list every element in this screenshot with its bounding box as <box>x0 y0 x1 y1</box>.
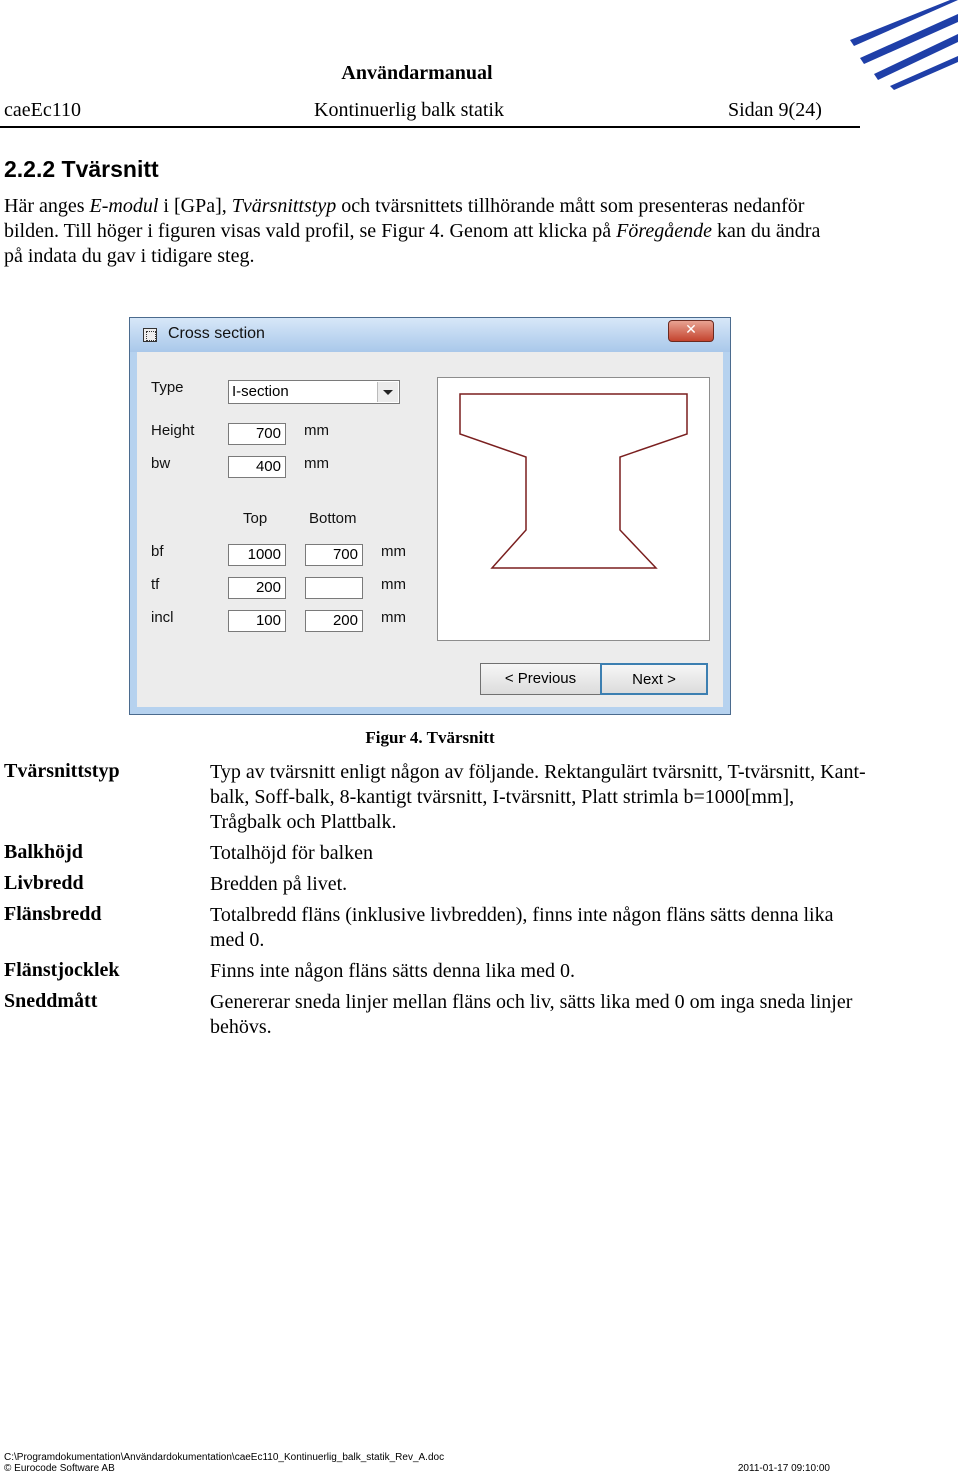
eurocode-logo-icon <box>830 0 960 90</box>
next-button[interactable]: Next > <box>600 663 708 695</box>
type-select[interactable] <box>228 380 400 404</box>
tf-bottom-input[interactable] <box>305 577 363 599</box>
bf-top-input[interactable]: 1000 <box>228 544 286 566</box>
header-divider <box>0 126 860 128</box>
incl-unit: mm <box>381 609 406 626</box>
dialog-titlebar <box>130 318 730 352</box>
window-menu-icon[interactable] <box>143 328 157 342</box>
desc-flanstjocklek: Finns inte någon fläns sätts denna lika med 0. <box>210 960 575 982</box>
term-livbredd: Livbredd <box>4 872 84 894</box>
type-select-value: I-section <box>232 383 289 400</box>
chevron-down-icon[interactable] <box>377 382 398 402</box>
cross-section-dialog <box>129 317 731 715</box>
bf-label: bf <box>151 543 164 560</box>
dialog-body <box>137 352 723 707</box>
incl-bottom-input[interactable]: 200 <box>305 610 363 632</box>
product-name: caeEc110 <box>4 99 81 121</box>
manual-title: Användarmanual <box>341 62 493 84</box>
term-tvarsnittstyp: Tvärsnittstyp <box>4 760 120 782</box>
desc-livbredd: Bredden på livet. <box>210 873 348 895</box>
figure-caption: Figur 4. Tvärsnitt <box>365 728 495 747</box>
footer-date: 2011-01-17 09:10:00 <box>737 1463 830 1474</box>
tf-unit: mm <box>381 576 406 593</box>
bw-label: bw <box>151 455 171 472</box>
top-column-header: Top <box>243 510 268 527</box>
bw-input[interactable]: 400 <box>228 456 286 478</box>
incl-label: incl <box>151 609 174 626</box>
bf-unit: mm <box>381 543 406 560</box>
bottom-column-header: Bottom <box>309 510 357 527</box>
dialog-title: Cross section <box>168 325 265 342</box>
type-label: Type <box>151 379 184 396</box>
desc-flansbredd: Totalbredd fläns (inklusive livbredden), finns inte någon fläns sätts denna lika med 0. <box>210 904 834 951</box>
bf-bottom-input[interactable]: 700 <box>305 544 363 566</box>
previous-button[interactable]: < Previous <box>480 663 601 695</box>
footer-file-path: C:\Programdokumentation\Användardokumentation\caeEc110_Kontinuerlig_balk_statik_Rev_A.doc <box>4 1452 445 1463</box>
term-sneddmatt: Sneddmått <box>4 990 98 1012</box>
term-flanstjocklek: Flänstjocklek <box>4 959 120 981</box>
tf-label: tf <box>151 576 160 593</box>
bw-unit: mm <box>304 455 329 472</box>
term-balkhojd: Balkhöjd <box>4 841 83 863</box>
incl-top-input[interactable]: 100 <box>228 610 286 632</box>
document-name: Kontinuerlig balk statik <box>314 99 504 121</box>
i-section-profile-drawing <box>438 378 709 640</box>
section-title: 2.2.2 Tvärsnitt <box>4 156 159 182</box>
i-section-outline <box>460 394 687 568</box>
intro-paragraph: Här anges E-modul i [GPa], Tvärsnittstyp och tvärsnittets tillhörande mått som presenteras nedanför bilden. Till höger i figuren visas vald profil, se Figur 4. Genom att klicka på Föregående kan du ändra på indata du gav i tidigare steg. <box>4 195 821 267</box>
desc-tvarsnittstyp: Typ av tvärsnitt enligt någon av följande. Rektangulärt tvärsnitt, T-tvärsnitt, Kant-balk, Soff-balk, 8-kantigt tvärsnitt, I-tvärsnitt, Platt strimla b=1000[mm], Trågbalk och Plattbalk. <box>210 761 866 833</box>
desc-balkhojd: Totalhöjd för balken <box>210 842 373 864</box>
height-label: Height <box>151 422 195 439</box>
page-number: Sidan 9(24) <box>728 99 822 121</box>
height-input[interactable]: 700 <box>228 423 286 445</box>
close-button[interactable]: ✕ <box>668 320 714 342</box>
tf-top-input[interactable]: 200 <box>228 577 286 599</box>
footer-copyright: © Eurocode Software AB <box>4 1463 115 1474</box>
term-flansbredd: Flänsbredd <box>4 903 102 925</box>
desc-sneddmatt: Genererar sneda linjer mellan fläns och liv, sätts lika med 0 om inga sneda linjer behövs. <box>210 991 853 1038</box>
profile-preview <box>437 377 710 641</box>
height-unit: mm <box>304 422 329 439</box>
